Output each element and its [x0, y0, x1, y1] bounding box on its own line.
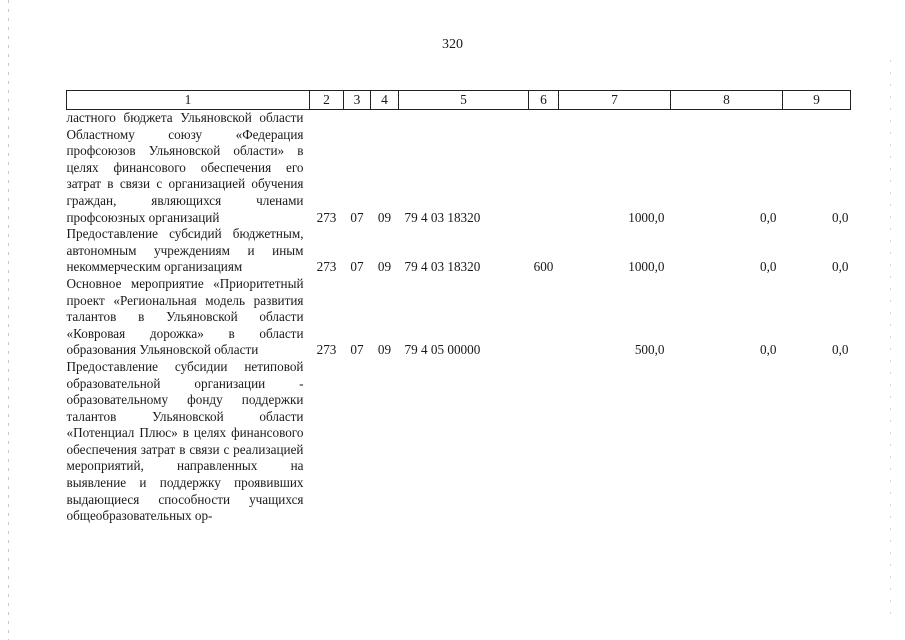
column-header-7: 7 [559, 91, 671, 110]
table-row [67, 359, 851, 525]
row-section-code: 07 [350, 209, 364, 225]
row-amount-7: 500,0 [634, 342, 665, 358]
column-header-5: 5 [399, 91, 529, 110]
table-row [67, 110, 851, 227]
row-amount-7: 1000,0 [628, 209, 665, 225]
scan-edge-right [890, 60, 891, 620]
row-target-code: 79 4 05 00000 [404, 342, 481, 358]
row-admin-code: 273 [316, 259, 337, 275]
scan-edge-left [8, 0, 9, 640]
row-expense-type [529, 276, 559, 359]
row-target-code: 79 4 03 18320 [404, 209, 481, 225]
page-number: 320 [442, 37, 463, 52]
row-amount-9: 0,0 [832, 342, 849, 358]
row-expense-type: 600 [533, 259, 554, 275]
row-amount-9: 0,0 [832, 209, 849, 225]
row-description: Предоставление субсидий бюджетным, автономным учреждениям и иным некоммерческим организациям [66, 226, 304, 275]
row-description: Основное мероприятие «Приоритетный проект «Региональная модель развития талантов в Ульяновской области «Ковровая дорожка» в области образования Ульяновской области [66, 275, 304, 358]
table-row [67, 226, 851, 276]
table-row [67, 276, 851, 359]
row-subsection-code: 09 [377, 209, 392, 225]
row-amount-9: 0,0 [832, 259, 849, 275]
column-header-6: 6 [529, 91, 559, 110]
column-header-1: 1 [67, 91, 310, 110]
row-section-code: 07 [350, 342, 364, 358]
header-row [67, 91, 851, 110]
row-amount-8: 0,0 [760, 209, 777, 225]
row-target-code: 79 4 03 18320 [404, 259, 481, 275]
budget-table [66, 90, 851, 525]
row-amount-8: 0,0 [760, 342, 777, 358]
column-header-8: 8 [671, 91, 783, 110]
row-amount-7: 1000,0 [628, 259, 665, 275]
row-amount-8: 0,0 [760, 259, 777, 275]
row-section-code: 07 [350, 259, 364, 275]
row-description: Предоставление субсидии нетиповой образовательной организации - образовательному фонду поддержки талантов Ульяновской области «Потенциал Плюс» в целях финансового обеспечения затрат в связи с реализацией мероприятий, направленных на выявление и поддержку проявивших выдающиеся способности учащихся общеобразовательных ор- [66, 358, 304, 524]
row-subsection-code: 09 [377, 342, 392, 358]
row-expense-type [529, 110, 559, 227]
row-admin-code: 273 [316, 342, 337, 358]
column-header-2: 2 [310, 91, 344, 110]
row-subsection-code: 09 [377, 259, 392, 275]
column-header-9: 9 [783, 91, 851, 110]
row-description: ластного бюджета Ульяновской области Областному союзу «Федерация профсоюзов Ульяновской области» в целях финансового обеспечения его затрат в связи с организацией обучения граждан, являющихся членами профсоюзных организаций [66, 110, 304, 225]
column-header-3: 3 [344, 91, 371, 110]
row-admin-code: 273 [316, 209, 337, 225]
column-header-4: 4 [371, 91, 399, 110]
